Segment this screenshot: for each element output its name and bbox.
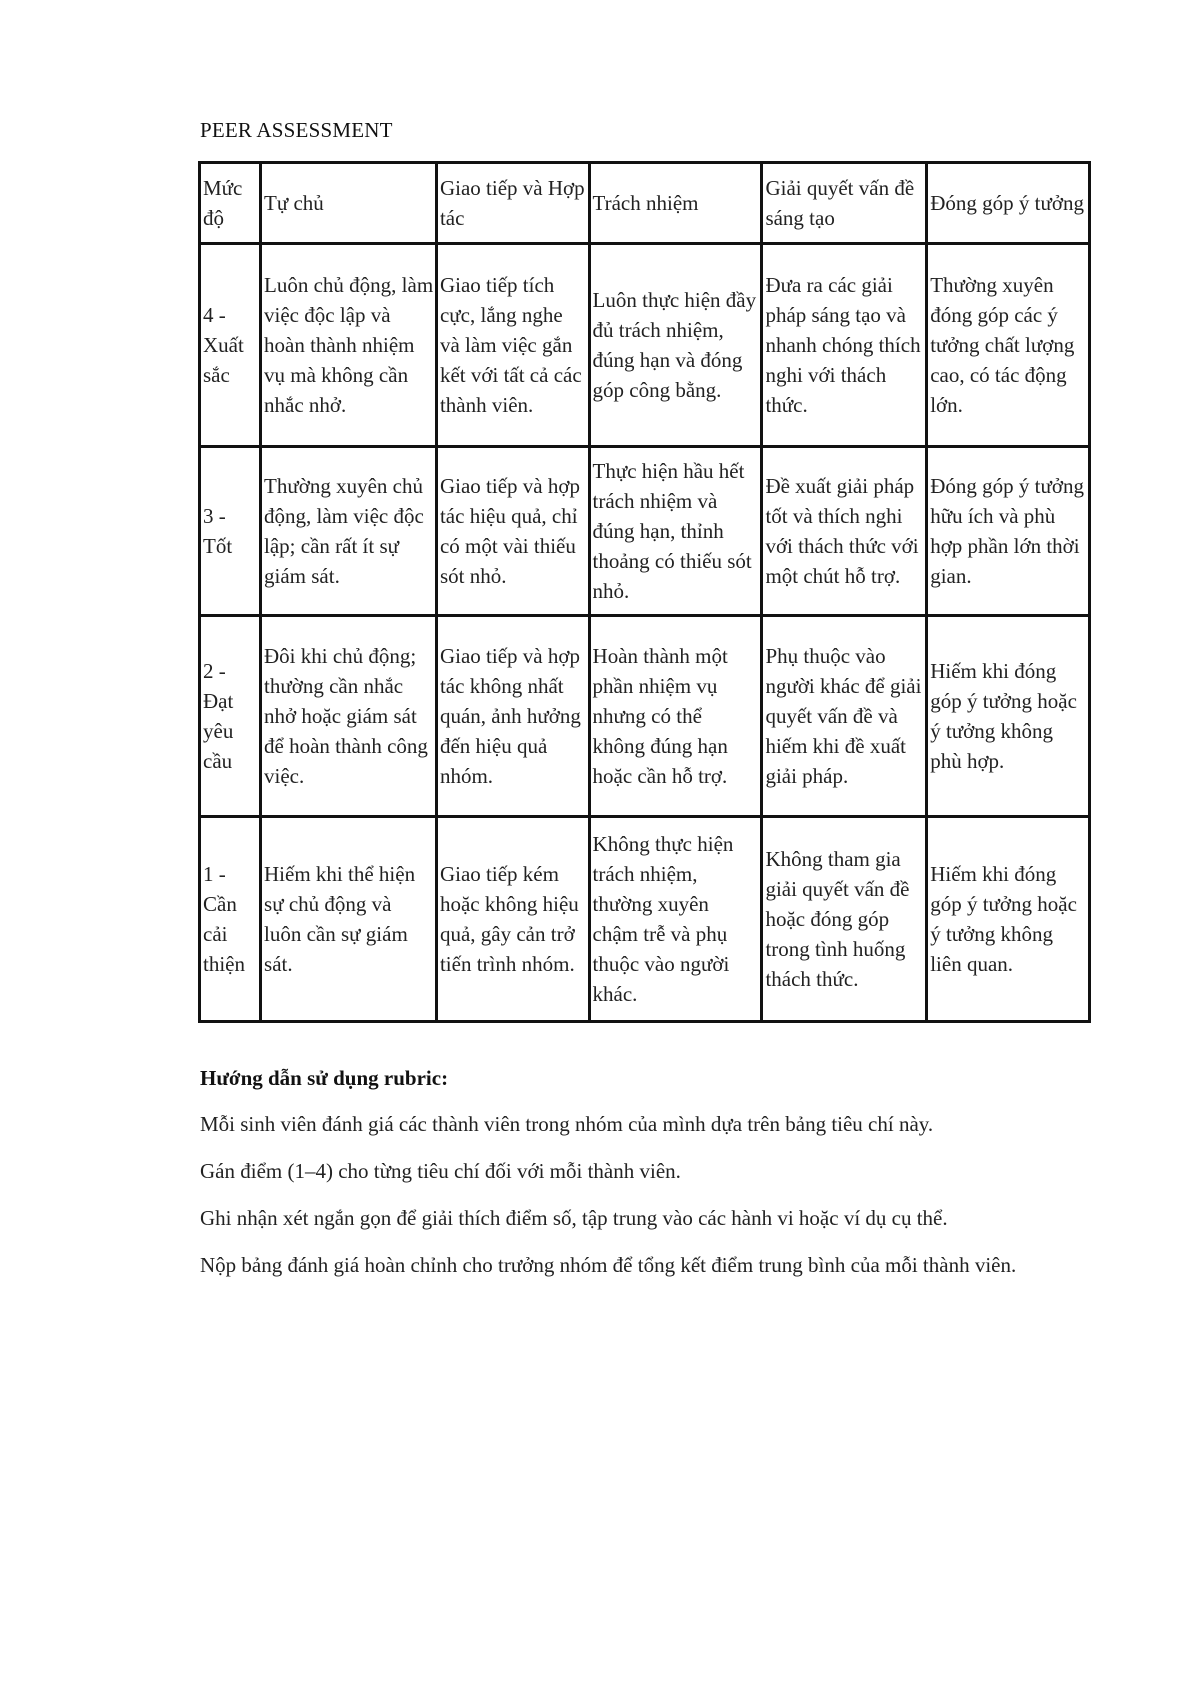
rubric-cell: Đóng góp ý tưởng hữu ích và phù hợp phần lớn thời gian.	[927, 447, 1090, 616]
rubric-row-level-1	[200, 817, 1090, 1022]
level-label: 2 - Đạt yêu cầu	[200, 616, 261, 817]
rubric-cell: Thường xuyên đóng góp các ý tưởng chất lượng cao, có tác động lớn.	[927, 244, 1090, 447]
level-label: 4 - Xuất sắc	[200, 244, 261, 447]
rubric-cell: Không thực hiện trách nhiệm, thường xuyên chậm trễ và phụ thuộc vào người khác.	[589, 817, 762, 1022]
level-label: 1 - Cần cải thiện	[200, 817, 261, 1022]
rubric-cell: Luôn chủ động, làm việc độc lập và hoàn thành nhiệm vụ mà không cần nhắc nhở.	[261, 244, 437, 447]
header-cell-level: Mức độ	[200, 163, 261, 244]
rubric-row-level-4	[200, 244, 1090, 447]
rubric-cell: Đề xuất giải pháp tốt và thích nghi với thách thức với một chút hỗ trợ.	[762, 447, 927, 616]
guide-line: Nộp bảng đánh giá hoàn chỉnh cho trưởng nhóm để tổng kết điểm trung bình của mỗi thành viên.	[200, 1253, 1017, 1277]
rubric-cell: Hoàn thành một phần nhiệm vụ nhưng có thể không đúng hạn hoặc cần hỗ trợ.	[589, 616, 762, 817]
rubric-cell: Giao tiếp kém hoặc không hiệu quả, gây cản trở tiến trình nhóm.	[436, 817, 589, 1022]
rubric-cell: Hiếm khi đóng góp ý tưởng hoặc ý tưởng không phù hợp.	[927, 616, 1090, 817]
rubric-cell: Giao tiếp tích cực, lắng nghe và làm việc gắn kết với tất cả các thành viên.	[436, 244, 589, 447]
guide-line: Ghi nhận xét ngắn gọn để giải thích điểm số, tập trung vào các hành vi hoặc ví dụ cụ thể.	[200, 1206, 948, 1230]
rubric-cell: Thường xuyên chủ động, làm việc độc lập; cần rất ít sự giám sát.	[261, 447, 437, 616]
document-title: PEER ASSESSMENT	[200, 118, 393, 142]
rubric-table	[198, 161, 1091, 1023]
guide-heading: Hướng dẫn sử dụng rubric:	[200, 1066, 449, 1090]
guide-line: Mỗi sinh viên đánh giá các thành viên trong nhóm của mình dựa trên bảng tiêu chí này.	[200, 1112, 934, 1136]
rubric-cell: Hiếm khi đóng góp ý tưởng hoặc ý tưởng không liên quan.	[927, 817, 1090, 1022]
header-cell-communication: Giao tiếp và Hợp tác	[436, 163, 589, 244]
guide-line: Gán điểm (1–4) cho từng tiêu chí đối với mỗi thành viên.	[200, 1159, 681, 1183]
rubric-row-level-2	[200, 616, 1090, 817]
header-cell-ideas: Đóng góp ý tưởng	[927, 163, 1090, 244]
rubric-cell: Giao tiếp và hợp tác hiệu quả, chỉ có một vài thiếu sót nhỏ.	[436, 447, 589, 616]
header-cell-responsibility: Trách nhiệm	[589, 163, 762, 244]
header-cell-autonomy: Tự chủ	[261, 163, 437, 244]
rubric-cell: Đôi khi chủ động; thường cần nhắc nhở hoặc giám sát để hoàn thành công việc.	[261, 616, 437, 817]
rubric-cell: Không tham gia giải quyết vấn đề hoặc đóng góp trong tình huống thách thức.	[762, 817, 927, 1022]
header-cell-problem-solving: Giải quyết vấn đề sáng tạo	[762, 163, 927, 244]
rubric-cell: Thực hiện hầu hết trách nhiệm và đúng hạn, thỉnh thoảng có thiếu sót nhỏ.	[589, 447, 762, 616]
rubric-usage-guide	[200, 1064, 1100, 1298]
rubric-row-level-3	[200, 447, 1090, 616]
rubric-cell: Hiếm khi thể hiện sự chủ động và luôn cần sự giám sát.	[261, 817, 437, 1022]
rubric-cell: Đưa ra các giải pháp sáng tạo và nhanh chóng thích nghi với thách thức.	[762, 244, 927, 447]
rubric-cell: Luôn thực hiện đầy đủ trách nhiệm, đúng hạn và đóng góp công bằng.	[589, 244, 762, 447]
rubric-header-row	[200, 163, 1090, 244]
rubric-cell: Giao tiếp và hợp tác không nhất quán, ảnh hưởng đến hiệu quả nhóm.	[436, 616, 589, 817]
rubric-cell: Phụ thuộc vào người khác để giải quyết vấn đề và hiếm khi đề xuất giải pháp.	[762, 616, 927, 817]
level-label: 3 - Tốt	[200, 447, 261, 616]
